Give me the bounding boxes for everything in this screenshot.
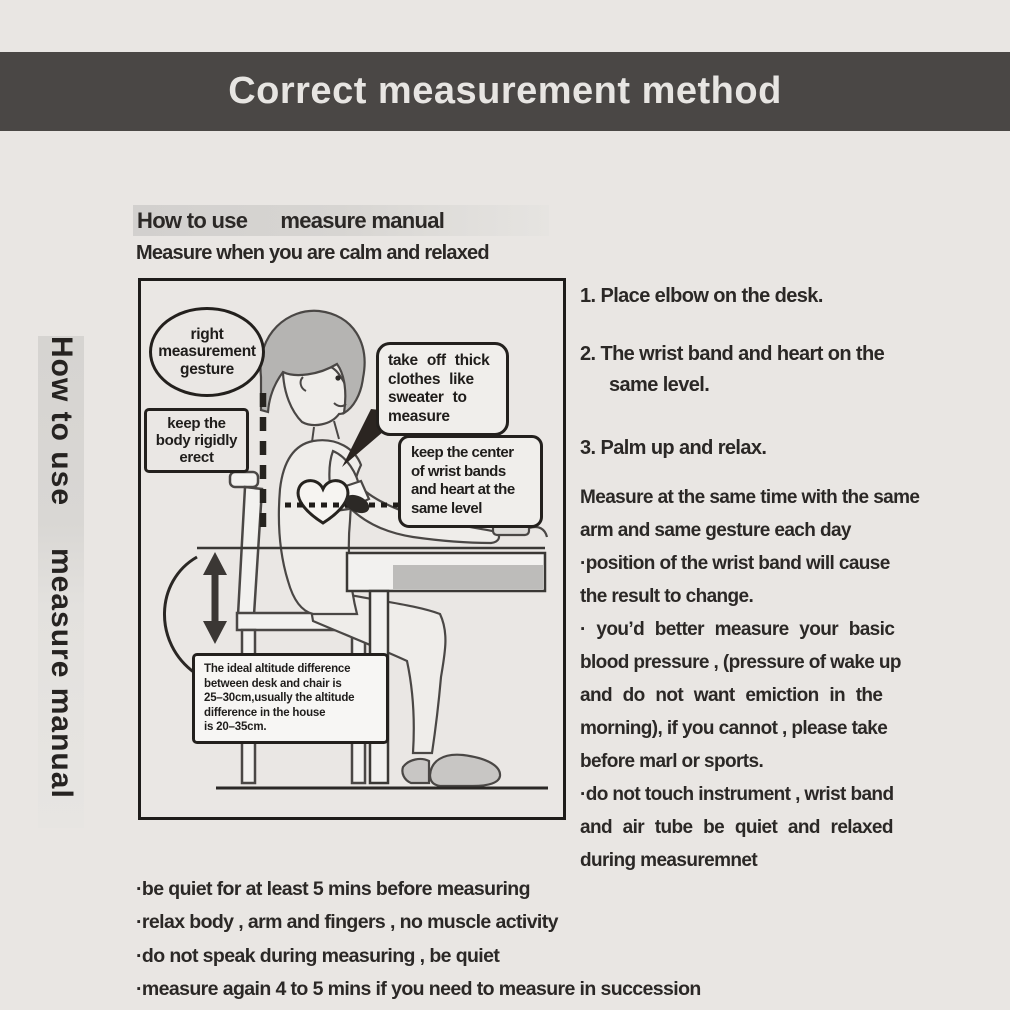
footer-bullet: ·relax body , arm and fingers , no muscle activity (136, 911, 558, 934)
step-1: 1. Place elbow on the desk. (580, 285, 823, 307)
callout-take-off-clothes: take off thick clothes like sweater to measure (376, 342, 509, 436)
person-head (260, 311, 364, 442)
footer-bullet: ·measure again 4 to 5 mins if you need to measure in succession (136, 977, 701, 1000)
measurement-notes: Measure at the same time with the same arm and same gesture each day ·position of the wrist band will cause the result to change. · you’d better measure your basic blood pressure , (pressure of wake up and do not want emiction in the morning), if you cannot , please take before marl or sports. ·do not touch instrument , wrist band and air tube be quiet and relaxed during measuremnet (580, 487, 920, 871)
section-subheading: Measure when you are calm and relaxed (136, 242, 489, 264)
footer-bullet: ·be quiet for at least 5 mins before measuring (136, 878, 530, 900)
vertical-label-part2: measure manual (45, 548, 78, 799)
callout-keep-body-erect: keep the body rigidly erect (144, 408, 249, 473)
callout-right-gesture: right measurement gesture (149, 307, 265, 397)
footer-bullet: ·do not speak during measuring , be quiet (136, 944, 500, 967)
section-heading (133, 205, 549, 236)
step-3: 3. Palm up and relax. (580, 437, 767, 459)
illustration-panel (138, 278, 566, 820)
callout-keep-center-level: keep the center of wrist bands and heart at the same level (398, 435, 543, 528)
height-arrow (203, 552, 227, 644)
vertical-sidebar-label (38, 336, 84, 828)
footer-bullet-list (136, 873, 701, 1006)
step-2: 2. The wrist band and heart on the same level. (580, 343, 885, 396)
vertical-label-part1: How to use (45, 336, 78, 507)
heading-part1: How to use (137, 208, 248, 233)
heading-part2: measure manual (280, 208, 445, 233)
page-title: Correct measurement method (228, 70, 782, 112)
callout-altitude-difference: The ideal altitude difference between desk and chair is 25–30cm,usually the altitude difference in the house is 20–35cm. (192, 653, 389, 744)
eye (335, 375, 340, 380)
header-bar (0, 52, 1010, 131)
